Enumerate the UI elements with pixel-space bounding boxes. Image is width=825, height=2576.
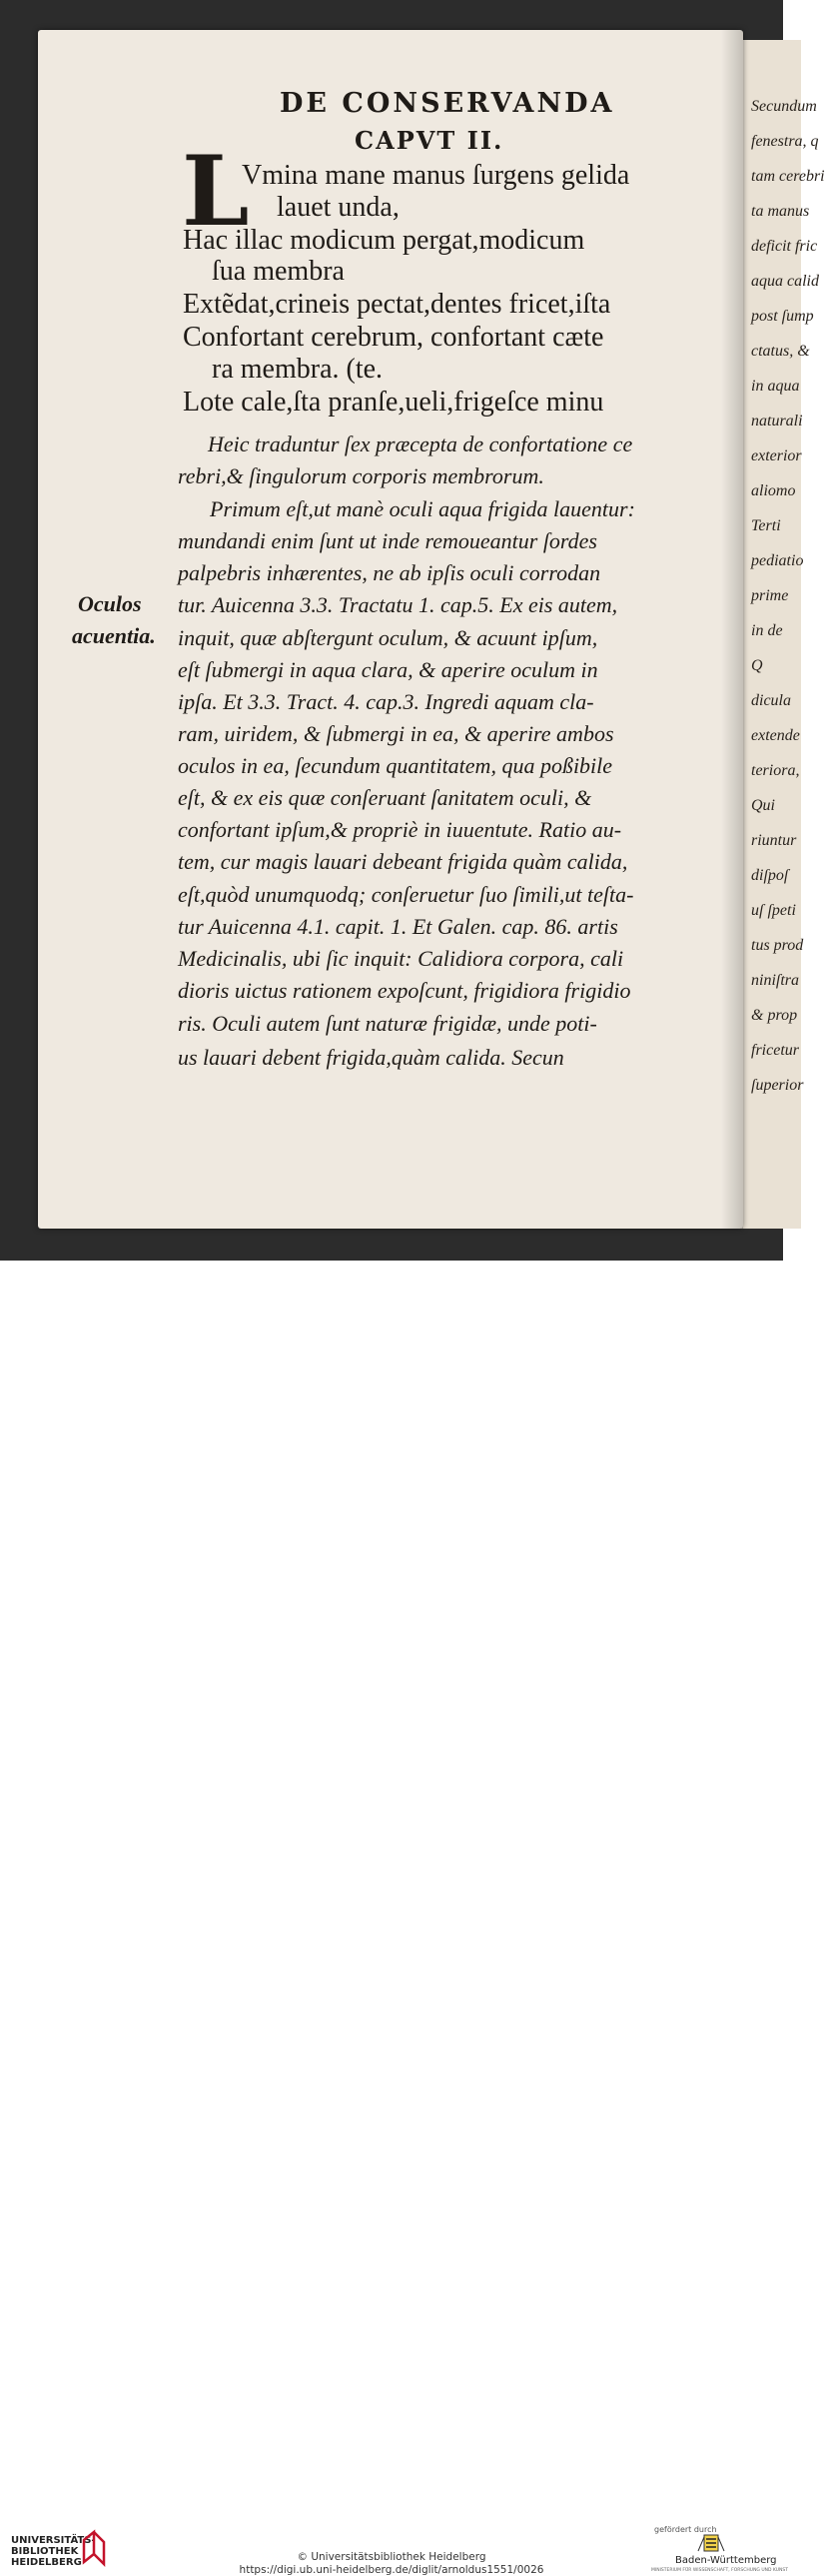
right-page-line: Q <box>751 657 763 674</box>
verse-line: lauet unda, <box>277 192 400 223</box>
right-page-line: fenestra, q <box>751 133 819 150</box>
verse-line: Lote cale,ſta pranſe,ueli,frigeſce minu <box>183 387 604 418</box>
right-page-line: niniſtra <box>751 972 800 989</box>
right-page-line: post ſump <box>751 308 814 325</box>
commentary-line: tem, cur magis lauari debeant frigida quàm calida, <box>178 849 628 874</box>
right-page-line: pediatio <box>751 552 804 569</box>
right-page-line: tus prod <box>751 937 804 954</box>
chapter-heading: CAPVT II. <box>355 126 504 155</box>
commentary-line: ram, uiridem, & ſubmergi in ea, & aperire ambos <box>178 721 614 746</box>
verse-line: Vmina mane manus ſurgens gelida <box>242 160 630 191</box>
right-page-line: uſ ſpeti <box>751 902 796 919</box>
right-page-line: in de <box>751 622 783 639</box>
ministry-name: MINISTERIUM FÜR WISSENSCHAFT, FORSCHUNG UND KUNST <box>651 2568 788 2573</box>
right-page-line: & prop <box>751 1007 798 1024</box>
commentary-line: Heic traduntur ſex præcepta de confortatione ce <box>208 431 633 456</box>
verse-line: Confortant cerebrum, confortant cæte <box>183 322 604 353</box>
commentary-line: rebri,& ſingulorum corporis membrorum. <box>178 463 544 488</box>
commentary-line: tur. Auicenna 3.3. Tractatu 1. cap.5. Ex eis autem, <box>178 592 618 617</box>
verse-line: Extẽdat,crineis pectat,dentes fricet,iſta <box>183 289 611 320</box>
verse-line: ra membra. (te. <box>212 354 384 385</box>
commentary-line: eſt, & ex eis quæ conſeruant ſanitatem oculi, & <box>178 785 592 810</box>
funded-by-label: gefördert durch <box>654 2525 717 2534</box>
right-page-line: ta manus <box>751 203 810 220</box>
right-page-line: aqua calid <box>751 273 819 290</box>
right-page-line: deficit fric <box>751 238 818 255</box>
library-logo-line: HEIDELBERG <box>11 2557 82 2568</box>
right-page-line: ctatus, & <box>751 343 810 360</box>
right-page-line: naturali <box>751 413 803 429</box>
commentary-line: mundandi enim ſunt ut inde remoueantur ſordes <box>178 528 597 553</box>
right-page-line: teriora, <box>751 762 800 779</box>
copyright-text: © Universitätsbibliothek Heidelberg <box>297 2551 486 2563</box>
margin-note-line: acuentia. <box>72 623 156 648</box>
right-page-line: Secundum <box>751 98 817 115</box>
right-page-line: fricetur <box>751 1042 799 1059</box>
permalink-url[interactable]: https://digi.ub.uni-heidelberg.de/diglit/arnoldus1551/0026 <box>239 2564 544 2576</box>
commentary-line: us lauari debent frigida,quàm calida. Secun <box>178 1045 564 1070</box>
commentary-line: eſt,quòd unumquodq; conſeruetur ſuo ſimili,ut teſta- <box>178 882 634 907</box>
commentary-line: dioris uictus rationem expoſcunt, frigidiora frigidio <box>178 978 631 1003</box>
commentary-line: inquit, quæ abſtergunt oculum, & acuunt ipſum, <box>178 625 598 650</box>
right-page-line: riuntur <box>751 832 797 849</box>
right-page-line: Terti <box>751 517 781 534</box>
right-page-line: in aqua <box>751 378 800 395</box>
margin-note-line: Oculos <box>78 591 142 616</box>
right-page-line: tam cerebri <box>751 168 825 185</box>
right-page-line: diſpoſ <box>751 867 789 884</box>
library-logo-line: BIBLIOTHEK <box>11 2546 79 2557</box>
drop-cap: L <box>182 135 250 248</box>
verse-line: ſua membra <box>212 256 345 287</box>
commentary-line: palpebris inhærentes, ne ab ipſis oculi corrodan <box>178 560 601 585</box>
commentary-line: Primum eſt,ut manè oculi aqua frigida lauentur: <box>210 496 635 521</box>
commentary-line: oculos in ea, ſecundum quantitatem, qua poßibile <box>178 753 613 778</box>
commentary-line: ris. Oculi autem ſunt naturæ frigidæ, unde poti- <box>178 1011 597 1036</box>
right-page-line: ſuperior <box>751 1077 804 1094</box>
page-gutter-shadow <box>721 30 743 1229</box>
library-logo-line: UNIVERSITÄTS- <box>11 2535 96 2546</box>
running-title: DE CONSERVANDA <box>280 88 615 119</box>
right-page-line: dicula <box>751 692 791 709</box>
right-page-line: Qui <box>751 797 775 814</box>
right-page-line: exterior <box>751 447 802 464</box>
commentary-line: confortant ipſum,& propriè in iuuentute. Ratio au- <box>178 817 622 842</box>
commentary-line: ipſa. Et 3.3. Tract. 4. cap.3. Ingredi aquam cla- <box>178 689 594 714</box>
scanned-book-spread <box>0 0 825 1261</box>
footer <box>0 1261 788 2576</box>
right-page-line: extende <box>751 727 800 744</box>
right-page-line: prime <box>751 587 789 604</box>
funder-name: Baden-Württemberg <box>675 2555 777 2566</box>
commentary-line: eſt ſubmergi in aqua clara, & aperire oculum in <box>178 657 598 682</box>
verse-line: Hac illac modicum pergat,modicum <box>183 225 585 256</box>
commentary-line: Medicinalis, ubi ſic inquit: Calidiora corpora, cali <box>178 946 624 971</box>
right-page-line: aliomo <box>751 482 796 499</box>
commentary-line: tur Auicenna 4.1. capit. 1. Et Galen. cap. 86. artis <box>178 914 618 939</box>
right-page <box>739 40 825 1229</box>
state-coat-of-arms-icon <box>696 2533 726 2553</box>
